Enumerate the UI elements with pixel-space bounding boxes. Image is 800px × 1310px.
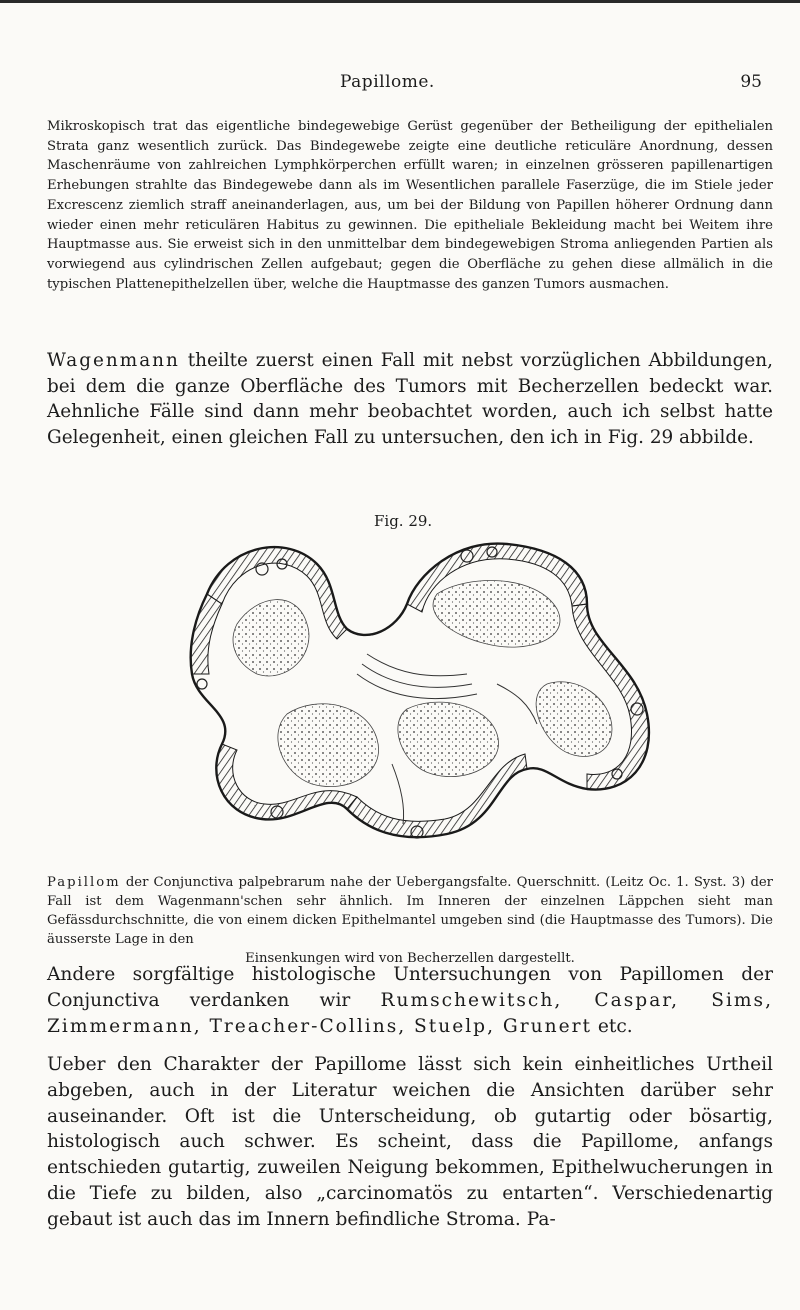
paragraph-other-studies-end: etc. [591,1015,633,1037]
caption-last-line: Einsenkungen wird von Becherzellen dargestellt. [245,951,575,966]
page-header [0,72,800,102]
paragraph-other-studies-intro: Andere sorgfältige histologische Untersuchungen von Papillomen der Conjunctiva verdanken wir [47,964,773,1011]
figure-caption [47,873,773,968]
paragraph-microscopy: Mikroskopisch trat das eigentliche bindegewebige Gerüst gegenüber der Betheiligung der epithelialen Strata ganz wesentlich zurück. Das Bindegewebe zeigte eine deutliche reticuläre Anordnung, dessen Maschenräume von zahlreichen Lymphkörperchen erfüllt waren; in einzelnen grösseren papillenartigen Erhebungen strahlte das Bindegewebe dann als im Wesentlichen parallele Faserzüge, die im Stiele jeder Excrescenz ziemlich straff aneinanderlagen, aus, um bei der Bildung von Papillen höherer Ordnung dann wieder einen mehr reticulären Habitus zu gewinnen. Die epitheliale Bekleidung macht bei Weitem ihre Hauptmasse aus. Sie erweist sich in den unmittelbar dem bindegewebigen Stroma anliegenden Partien als vorwiegend aus cylindrischen Zellen aufgebaut; gegen die Oberfläche zu gehen diese allmälich in die typischen Plattenepithelzellen über, welche die Hauptmasse des ganzen Tumors ausmachen. [47,119,773,292]
figure-label: Fig. 29. [374,512,433,530]
page-number: 95 [740,72,762,92]
top-rule [0,0,800,3]
paragraph-wagenmann-text: theilte zuerst einen Fall mit nebst vorzüglichen Abbildungen, bei dem die ganze Oberfläche des Tumors mit Becherzellen bedeckt war. Aehnliche Fälle sind dann mehr beobachtet worden, auch ich selbst hatte Gelegenheit, einen gleichen Fall zu untersuchen, den ich in Fig. 29 abbilde. [47,350,773,448]
author-name: Wagenmann [47,350,180,371]
paragraph-wagenmann [47,348,773,450]
histology-figure [167,534,667,864]
author-names: Rumschewitsch, Caspar, Sims, Zimmermann, Treacher-Collins, Stuelp, Grunert [47,989,774,1037]
caption-lead: Papillom [47,875,121,890]
running-head: Papillome. [340,72,435,92]
paragraph-other-studies [47,962,773,1039]
caption-body: der Conjunctiva palpebrarum nahe der Uebergangsfalte. Querschnitt. (Leitz Oc. 1. Syst. 3) der Fall ist dem Wagenmann'schen sehr ähnlich. Im Inneren der einzelnen Läppchen sieht man Gefässdurchschnitte, die von einem dicken Epithelmantel umgeben sind (die Hauptmasse des Tumors). Die äusserste Lage in den [47,875,773,947]
paragraph-character: Ueber den Charakter der Papillome lässt sich kein einheitliches Urtheil abgeben, auch in der Literatur weichen die Ansichten darüber sehr auseinander. Oft ist die Unterscheidung, ob gutartig oder bösartig, histologisch auch schwer. Es scheint, dass die Papillome, anfangs entschieden gutartig, zuweilen Neigung bekommen, Epithelwucherungen in die Tiefe zu bilden, also „carcinomatös zu entarten“. Verschiedenartig gebaut ist auch das im Innern befindliche Stroma. Pa- [47,1054,773,1230]
